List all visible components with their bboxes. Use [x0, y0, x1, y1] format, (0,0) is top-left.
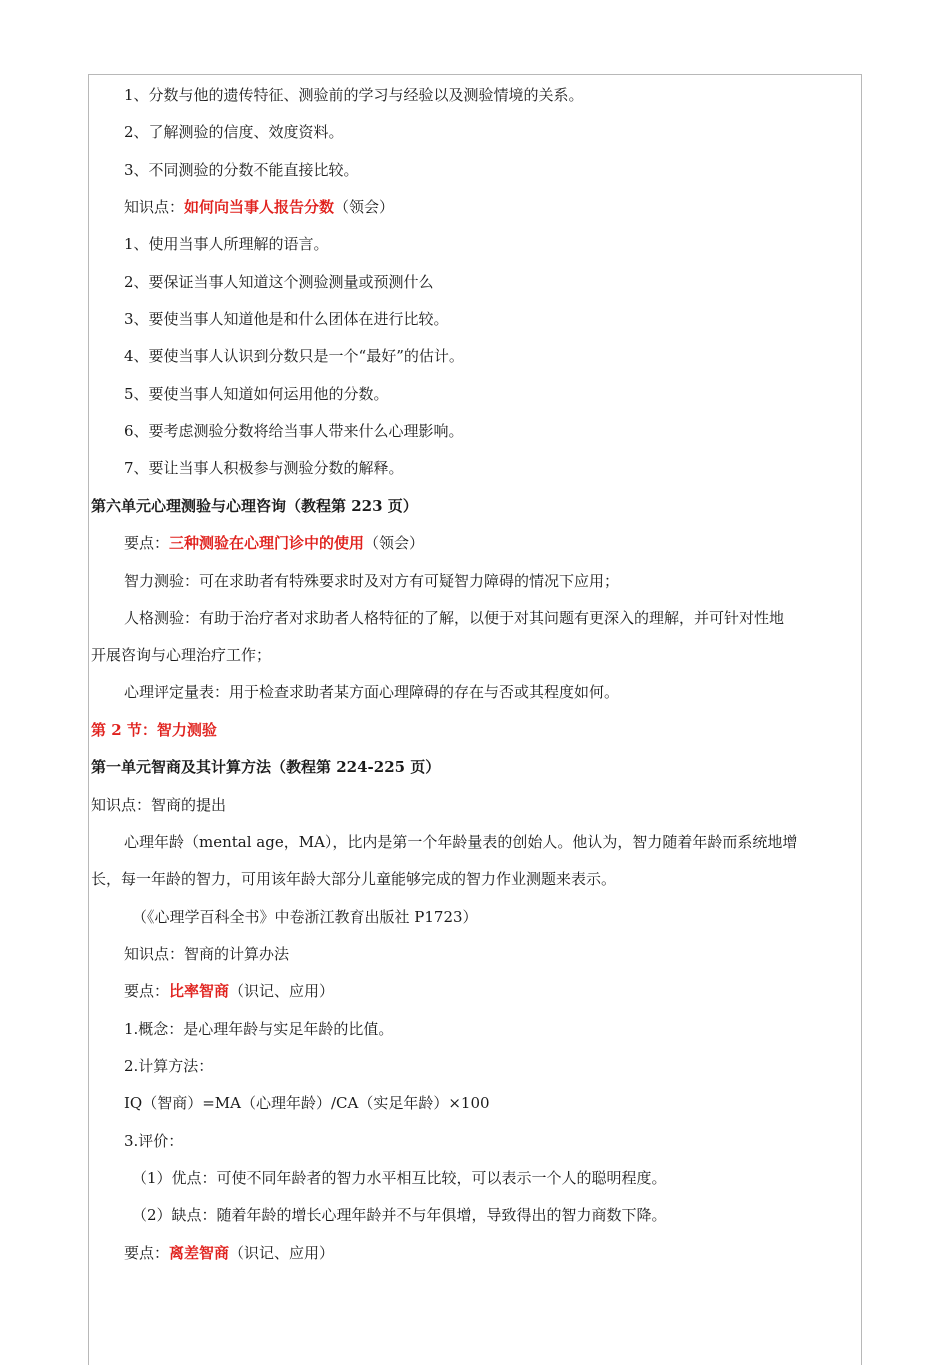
highlight-topic: 如何向当事人报告分数	[184, 198, 335, 216]
text-line: 2.计算方法：	[124, 1057, 214, 1075]
unit-heading: 第六单元心理测验与心理咨询（教程第 223 页）	[91, 497, 418, 515]
level-note: （识记、应用）	[229, 1244, 335, 1262]
text-line: 3、不同测验的分数不能直接比较。	[124, 161, 359, 179]
citation-line: （《心理学百科全书》中卷浙江教育出版社 P1723）	[132, 908, 478, 926]
text-line: 3、要使当事人知道他是和什么团体在进行比较。	[124, 310, 449, 328]
key-point-line	[124, 533, 424, 553]
text-line: （2）缺点：随着年龄的增长心理年龄并不与年俱增，导致得出的智力商数下降。	[132, 1206, 667, 1224]
key-point-line	[124, 981, 334, 1001]
label: 要点：	[124, 982, 170, 1000]
label: 要点：	[124, 534, 170, 552]
highlight-topic: 离差智商	[169, 1244, 230, 1262]
text-line: 知识点：智商的计算办法	[124, 945, 290, 963]
text-line: 4、要使当事人认识到分数只是一个“最好”的估计。	[124, 347, 464, 365]
key-point-line	[124, 1243, 334, 1263]
text-line: 开展咨询与心理治疗工作；	[91, 646, 272, 664]
text-line: 5、要使当事人知道如何运用他的分数。	[124, 385, 389, 403]
text-line: 人格测验：有助于治疗者对求助者人格特征的了解，以便于对其问题有更深入的理解，并可针对性地	[124, 609, 785, 627]
text-line: 知识点：智商的提出	[91, 796, 227, 814]
text-line: 2、要保证当事人知道这个测验测量或预测什么	[124, 273, 434, 291]
highlight-topic: 比率智商	[169, 982, 230, 1000]
text-line: 1、使用当事人所理解的语言。	[124, 235, 329, 253]
text-line: 3.评价：	[124, 1132, 184, 1150]
level-note: （领会）	[364, 534, 425, 552]
knowledge-point-line	[124, 197, 394, 217]
section-heading: 第 2 节：智力测验	[91, 721, 217, 739]
text-line: 7、要让当事人积极参与测验分数的解释。	[124, 459, 404, 477]
label: 要点：	[124, 1244, 170, 1262]
text-line: 心理年龄（mental age，MA），比内是第一个年龄量表的创始人。他认为，智力随着年龄而系统地增	[124, 833, 798, 851]
level-note: （识记、应用）	[229, 982, 335, 1000]
text-line: 心理评定量表：用于检查求助者某方面心理障碍的存在与否或其程度如何。	[124, 683, 620, 701]
text-line: 1.概念：是心理年龄与实足年龄的比值。	[124, 1020, 394, 1038]
highlight-topic: 三种测验在心理门诊中的使用	[169, 534, 365, 552]
text-line: 长，每一年龄的智力，可用该年龄大部分儿童能够完成的智力作业测题来表示。	[91, 870, 617, 888]
level-note: （领会）	[334, 198, 395, 216]
text-line: （1）优点：可使不同年龄者的智力水平相互比较，可以表示一个人的聪明程度。	[132, 1169, 667, 1187]
unit-heading: 第一单元智商及其计算方法（教程第 224-225 页）	[91, 758, 441, 776]
text-line: 1、分数与他的遗传特征、测验前的学习与经验以及测验情境的关系。	[124, 86, 584, 104]
text-line: 智力测验：可在求助者有特殊要求时及对方有可疑智力障碍的情况下应用；	[124, 572, 620, 590]
text-line: 6、要考虑测验分数将给当事人带来什么心理影响。	[124, 422, 464, 440]
formula-line: IQ（智商）=MA（心理年龄）/CA（实足年龄）×100	[124, 1094, 490, 1112]
text-line: 2、了解测验的信度、效度资料。	[124, 123, 344, 141]
label: 知识点：	[124, 198, 185, 216]
